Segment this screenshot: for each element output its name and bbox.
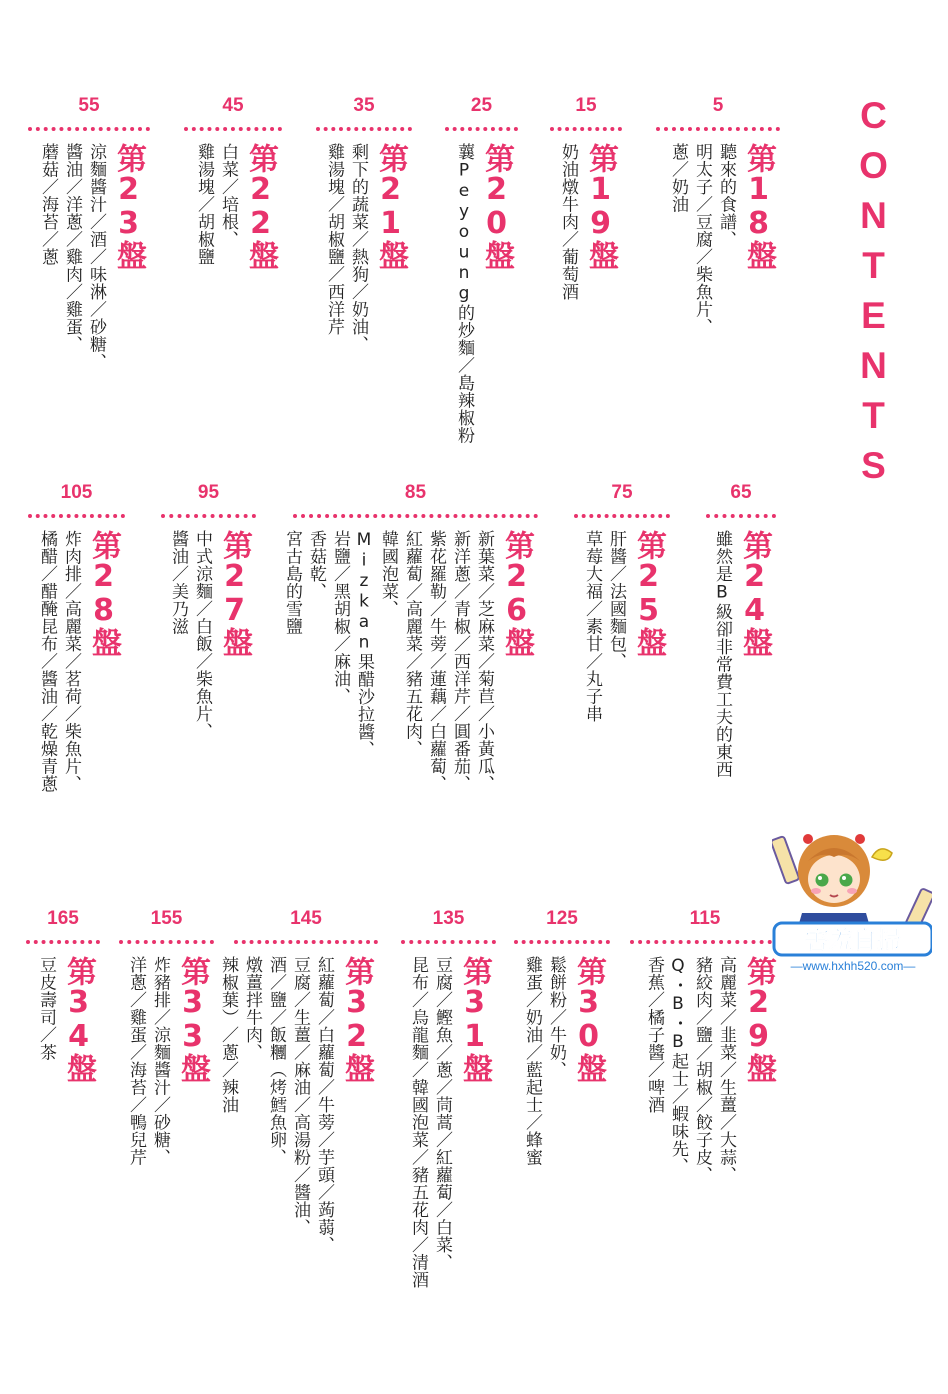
page-number: 65 (730, 482, 752, 503)
svg-text:害羞自掃: 害羞自掃 (805, 926, 901, 954)
ingredient-line: 新洋蔥／青椒／西洋芹／圓番茄、 (450, 530, 470, 793)
dotted-divider (630, 940, 780, 944)
toc-entry[interactable] (706, 482, 776, 862)
dotted-divider (514, 940, 610, 944)
dotted-divider (550, 127, 622, 131)
ingredient-line: 韓國泡菜、 (378, 530, 398, 618)
ingredient-line: 聽來的食譜、 (716, 143, 736, 248)
ingredient-line: 奶油燉牛肉／葡萄酒 (558, 143, 578, 301)
ingredient-line: 洋蔥／雞蛋／海苔／鴨兒芹 (126, 956, 146, 1166)
ingredient-line: 燉薑拌牛肉、 (242, 956, 262, 1061)
page-number: 75 (611, 482, 633, 503)
ingredient-line: 鬆餅粉／牛奶、 (546, 956, 566, 1079)
episode-title: 第20盤 (479, 143, 514, 269)
page-number: 35 (353, 95, 375, 116)
ingredient-list (166, 530, 214, 740)
ingredient-line: Mizkan果醋沙拉醬、 (354, 530, 374, 758)
toc-entry[interactable] (550, 95, 622, 475)
ingredient-line: 豬絞肉／鹽／胡椒／餃子皮、 (692, 956, 712, 1184)
ingredient-line: 中式涼麵／白飯／柴魚片、 (192, 530, 212, 740)
episode-title: 第31盤 (457, 956, 492, 1082)
toc-entry[interactable] (28, 95, 150, 475)
episode-title: 第33盤 (175, 956, 210, 1082)
ingredient-line: 紅蘿蔔／白蘿蔔／牛蒡／芋頭／蒟蒻、 (314, 956, 334, 1254)
ingredient-list (452, 143, 476, 444)
page-number: 115 (689, 908, 721, 929)
mascot-eye-left (816, 874, 829, 887)
ingredient-line: 岩鹽／黑胡椒／麻油、 (330, 530, 350, 705)
ingredient-list (34, 956, 58, 1061)
ingredient-list (216, 956, 336, 1254)
toc-entry[interactable] (316, 95, 412, 475)
dotted-divider (316, 127, 412, 131)
episode-title: 第28盤 (86, 530, 121, 656)
dotted-divider (445, 127, 518, 131)
toc-entry[interactable] (28, 482, 125, 862)
episode-title: 第34盤 (61, 956, 96, 1082)
toc-entry[interactable] (401, 908, 496, 1288)
page-number: 105 (60, 482, 93, 503)
ingredient-list (322, 143, 370, 353)
toc-entry[interactable] (161, 482, 256, 862)
dotted-divider (656, 127, 780, 131)
ingredient-list (556, 143, 580, 301)
dotted-divider (26, 940, 100, 944)
dotted-divider (161, 514, 256, 518)
dotted-divider (28, 127, 150, 131)
ingredient-line: 豆皮壽司／茶 (36, 956, 56, 1061)
card-left-icon (772, 836, 799, 884)
page-number: 45 (222, 95, 244, 116)
episode-title: 第29盤 (741, 956, 776, 1082)
ingredient-line: Q・B・B起士／蝦味先、 (668, 956, 688, 1175)
ingredient-line: 紫花羅勒／牛蒡／蓮藕／白蘿蔔、 (426, 530, 446, 793)
episode-title: 第26盤 (499, 530, 534, 656)
ingredient-line: 肝醬／法國麵包、 (606, 530, 626, 670)
episode-title: 第21盤 (373, 143, 408, 269)
dotted-divider (234, 940, 378, 944)
ingredient-line: 宮古島的雪鹽 (282, 530, 302, 635)
scanlation-logo (772, 817, 932, 977)
page-number: 155 (150, 908, 183, 929)
ingredient-list (666, 143, 738, 336)
ingredient-line: 香蕉／橘子醬／啤酒 (644, 956, 664, 1114)
page-number: 95 (197, 482, 220, 503)
episode-title: 第19盤 (583, 143, 618, 269)
ingredient-line: 蘑菇／海苔／蔥 (38, 143, 58, 266)
page-number: 145 (290, 908, 322, 929)
ingredient-line: 炸豬排／涼麵醬汁／砂糖、 (150, 956, 170, 1166)
toc-entry[interactable] (574, 482, 670, 862)
ingredient-line: 蘘Peyoung的炒麵／島辣椒粉 (454, 143, 474, 444)
page-number: 5 (712, 95, 724, 116)
episode-title: 第27盤 (217, 530, 252, 656)
ingredient-list (280, 530, 496, 793)
kero-icon (872, 849, 892, 860)
page-number: 85 (404, 482, 427, 503)
mascot-eye-right (840, 874, 853, 887)
ingredient-line: 炸肉排／高麗菜／茗荷／柴魚片、 (61, 530, 81, 793)
ingredient-list (35, 530, 83, 793)
ingredient-line: 紅蘿蔔／高麗菜／豬五花肉、 (402, 530, 422, 758)
ingredient-line: 醬油／洋蔥／雞肉／雞蛋、 (62, 143, 82, 353)
ingredient-line: 橘醋／醋醃昆布／醬油／乾燥青蔥 (37, 530, 57, 793)
ingredient-line: 昆布／烏龍麵／韓國泡菜／豬五花肉／清酒 (408, 956, 428, 1289)
episode-title: 第24盤 (737, 530, 772, 656)
page-number: 165 (47, 908, 79, 929)
episode-title: 第23盤 (111, 143, 146, 269)
ingredient-line: 雞蛋／奶油／藍起士／蜂蜜 (522, 956, 542, 1166)
ingredient-list (406, 956, 454, 1289)
ingredient-line: 蔥／奶油 (668, 143, 688, 213)
page-number: 125 (546, 908, 578, 929)
ingredient-list (124, 956, 172, 1166)
dotted-divider (401, 940, 496, 944)
page-number: 25 (470, 95, 493, 116)
ingredient-line: 草莓大福／素甘／丸子串 (582, 530, 602, 723)
episode-title: 第30盤 (571, 956, 606, 1082)
page-number: 135 (432, 908, 465, 929)
ingredient-line: 剩下的蔬菜／熱狗／奶油、 (348, 143, 368, 353)
dotted-divider (119, 940, 214, 944)
toc-entry[interactable] (119, 908, 214, 1288)
toc-entry[interactable] (656, 95, 780, 475)
ingredient-line: 新葉菜／芝麻菜／菊苣／小黃瓜、 (474, 530, 494, 793)
ingredient-line: 高麗菜／韭菜／生薑／大蒜、 (716, 956, 736, 1184)
svg-text:—www.hxhh520.com—: —www.hxhh520.com— (790, 959, 916, 973)
ingredient-line: 明太子／豆腐／柴魚片、 (692, 143, 712, 336)
ingredient-list (36, 143, 108, 371)
episode-title: 第25盤 (631, 530, 666, 656)
dotted-divider (28, 514, 125, 518)
ingredient-list (580, 530, 628, 723)
toc-entry[interactable] (514, 908, 610, 1288)
dotted-divider (574, 514, 670, 518)
ingredient-list (710, 530, 734, 778)
ingredient-line: 雖然是B級卻非常費工夫的東西 (712, 530, 732, 778)
ingredient-line: 白菜／培根、 (218, 143, 238, 248)
dotted-divider (706, 514, 776, 518)
ingredient-line: 香菇乾、 (306, 530, 326, 600)
ingredient-line: 涼麵醬汁／酒／味淋／砂糖、 (86, 143, 106, 371)
dotted-divider (293, 514, 538, 518)
page-number: 55 (78, 95, 100, 116)
ingredient-line: 豆腐／生薑／麻油／高湯粉／醬油、 (290, 956, 310, 1236)
toc-entry[interactable] (630, 908, 780, 1288)
contents-heading: CONTENTS (853, 95, 894, 495)
page-number: 15 (575, 95, 597, 116)
ingredient-line: 雞湯塊／胡椒鹽 (194, 143, 214, 266)
episode-title: 第32盤 (339, 956, 374, 1082)
toc-entry[interactable] (282, 482, 538, 862)
ingredient-line: 雞湯塊／胡椒鹽／西洋芹 (324, 143, 344, 336)
ingredient-line: 辣椒葉）／蔥／辣油 (218, 956, 238, 1114)
ingredient-list (192, 143, 240, 266)
ingredient-list (642, 956, 738, 1184)
ingredient-line: 酒／鹽／飯糰（烤鱈魚卵、 (266, 956, 286, 1166)
ingredient-line: 醬油／美乃滋 (168, 530, 188, 635)
ingredient-list (520, 956, 568, 1166)
dotted-divider (184, 127, 282, 131)
episode-title: 第18盤 (741, 143, 776, 269)
episode-title: 第22盤 (243, 143, 278, 269)
toc-entry[interactable] (26, 908, 100, 1288)
toc-entry[interactable] (445, 95, 518, 475)
ingredient-line: 豆腐／鰹魚／蔥／茼蒿／紅蘿蔔／白菜、 (432, 956, 452, 1271)
toc-entry[interactable] (184, 95, 282, 475)
toc-entry[interactable] (218, 908, 378, 1288)
